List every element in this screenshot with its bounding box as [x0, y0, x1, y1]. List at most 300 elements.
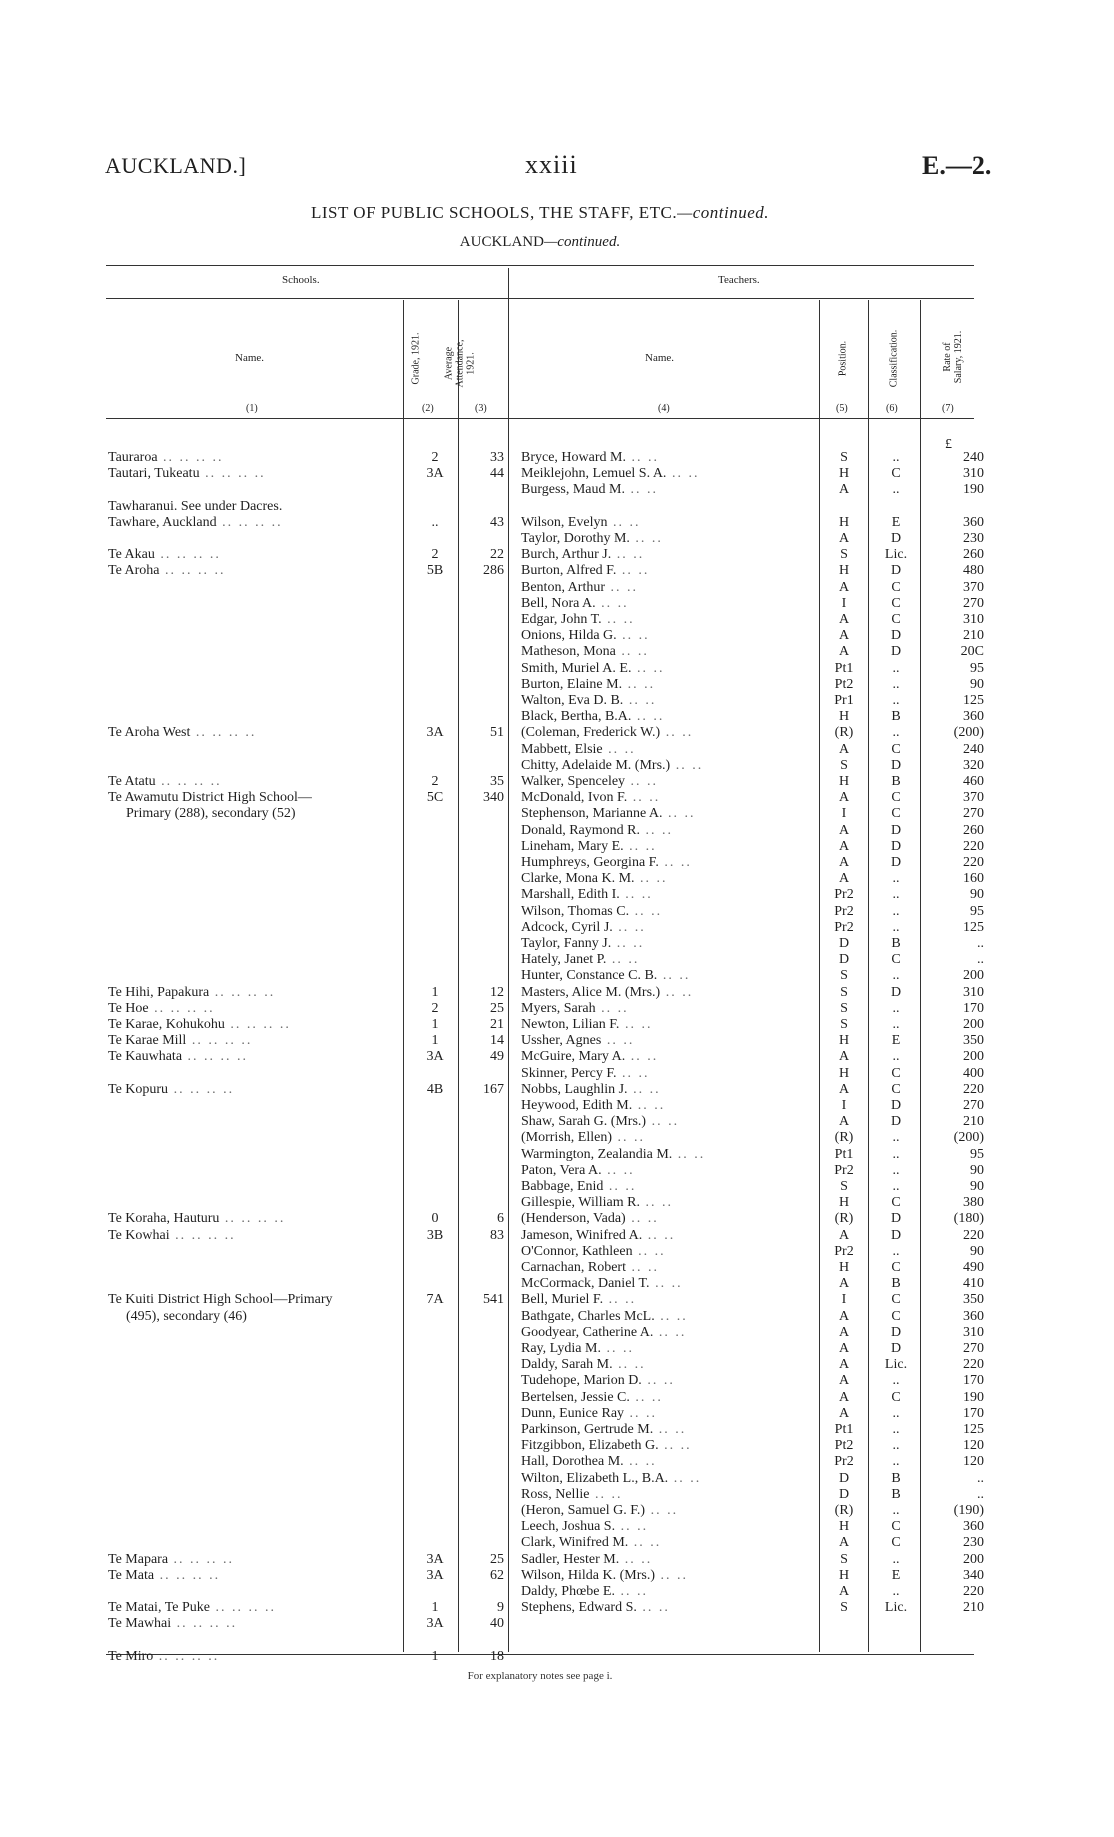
school-grade: ..: [431, 514, 439, 530]
page-title: LIST OF PUBLIC SCHOOLS, THE STAFF, ETC.—continued.: [310, 203, 770, 222]
teacher-position: A: [838, 1373, 850, 1389]
teacher-name: Dunn, Eunice Ray .. ..: [521, 1405, 658, 1421]
col-divider: [819, 300, 820, 1652]
leader-dots: .. .. .. ..: [157, 450, 224, 465]
leader-dots: .. ..: [660, 984, 694, 1000]
leader-dots: .. ..: [625, 1260, 659, 1275]
table-top-rule: [106, 265, 974, 266]
teacher-position: H: [838, 1033, 850, 1049]
school-attendance: 40: [490, 1616, 504, 1632]
leader-dots: .. .. .. ..: [199, 466, 266, 482]
teacher-salary: 220: [963, 1227, 984, 1243]
teacher-name: Leech, Joshua S. .. ..: [521, 1519, 649, 1535]
teacher-position: A: [838, 1405, 850, 1421]
teacher-name: Meiklejohn, Lemuel S. A. .. ..: [521, 466, 700, 482]
teacher-name: Marshall, Edith I. .. ..: [521, 887, 653, 903]
teacher-name: Stephenson, Marianne A. .. ..: [521, 806, 696, 822]
teacher-position: A: [838, 1341, 850, 1356]
teacher-position: Pt1: [834, 660, 854, 676]
teacher-classification: E: [891, 1033, 901, 1049]
leader-dots: .. ..: [645, 1503, 679, 1518]
teacher-position: D: [838, 952, 850, 968]
leader-dots: .. .. .. ..: [209, 984, 276, 1000]
leader-dots: .. .. .. ..: [155, 774, 222, 789]
leader-dots: .. .. .. ..: [154, 1567, 221, 1583]
school-name: Te Karae Mill .. .. .. ..: [108, 1033, 253, 1049]
leader-dots: .. ..: [595, 595, 629, 611]
leader-dots: .. ..: [616, 1065, 650, 1081]
teacher-name: Smith, Muriel A. E. .. ..: [521, 660, 665, 676]
teacher-name: Parkinson, Gertrude M. .. ..: [521, 1422, 687, 1437]
teacher-classification: ..: [892, 693, 900, 708]
teacher-classification: C: [891, 1389, 901, 1405]
school-grade: 0: [431, 1211, 439, 1227]
teacher-salary: 220: [963, 855, 984, 870]
leader-dots: .. ..: [601, 612, 635, 627]
leader-dots: .. ..: [603, 1179, 637, 1194]
leader-dots: .. ..: [619, 1551, 653, 1567]
teacher-name: (Henderson, Vada) .. ..: [521, 1211, 659, 1227]
teacher-position: A: [838, 871, 850, 887]
region-title: AUCKLAND—continued.: [459, 234, 621, 250]
teacher-classification: Lic.: [884, 1357, 908, 1373]
teacher-position: A: [838, 1081, 850, 1097]
teacher-position: A: [838, 482, 850, 498]
leader-dots: .. ..: [623, 1454, 657, 1470]
teacher-classification: ..: [892, 725, 900, 741]
teacher-name: (Coleman, Frederick W.) .. ..: [521, 725, 694, 741]
teacher-classification: E: [891, 514, 901, 530]
teacher-salary: 90: [970, 887, 984, 903]
leader-dots: .. ..: [654, 1567, 688, 1583]
teacher-salary: 210: [963, 628, 984, 644]
teacher-salary: 230: [963, 531, 984, 546]
leader-dots: .. .. .. ..: [153, 1648, 220, 1664]
leader-dots: .. .. .. ..: [168, 1551, 235, 1567]
teacher-classification: B: [891, 1276, 901, 1292]
teacher-position: A: [838, 628, 850, 644]
page-number: xxiii: [525, 150, 578, 179]
column-number: (1): [246, 403, 258, 414]
teacher-salary: 400: [963, 1065, 984, 1081]
teacher-position: H: [838, 1519, 850, 1535]
leader-dots: .. ..: [600, 1341, 634, 1356]
teacher-salary: 170: [963, 1405, 984, 1421]
teacher-position: Pr2: [834, 1243, 854, 1259]
leader-dots: .. .. .. ..: [148, 1000, 215, 1016]
teacher-name: Mabbett, Elsie .. ..: [521, 741, 636, 757]
teacher-salary: 190: [963, 482, 984, 498]
teacher-classification: ..: [892, 1000, 900, 1016]
teacher-classification: ..: [892, 1373, 900, 1389]
leader-dots: .. .. .. ..: [169, 1227, 236, 1243]
leader-dots: .. ..: [624, 482, 658, 498]
teacher-classification: D: [890, 1227, 902, 1243]
teacher-classification: Lic.: [884, 547, 908, 563]
teacher-classification: D: [890, 1098, 902, 1113]
school-name: Tawharanui. See under Dacres.: [108, 498, 283, 514]
teacher-classification: C: [891, 595, 901, 611]
leader-dots: .. ..: [625, 774, 659, 789]
leader-dots: .. ..: [615, 644, 649, 660]
leader-dots: .. ..: [632, 1098, 666, 1113]
leader-dots: .. ..: [612, 1357, 646, 1373]
teacher-name: Burgess, Maud M. .. ..: [521, 482, 658, 498]
teacher-salary: 120: [963, 1454, 984, 1470]
school-attendance: 286: [483, 563, 504, 579]
school-attendance: 12: [490, 984, 504, 1000]
teacher-classification: ..: [892, 1243, 900, 1259]
teacher-name: Chitty, Adelaide M. (Mrs.) .. ..: [521, 757, 704, 773]
teacher-name: Wilson, Thomas C. .. ..: [521, 903, 663, 919]
teacher-position: Pr2: [834, 1454, 854, 1470]
leader-dots: .. ..: [646, 1114, 680, 1130]
leader-dots: .. ..: [632, 1243, 666, 1259]
school-attendance: 43: [490, 514, 504, 530]
leader-dots: .. ..: [611, 547, 645, 563]
leader-dots: .. ..: [653, 1422, 687, 1437]
school-grade: 3A: [426, 466, 444, 482]
teacher-name: Bell, Muriel F. .. ..: [521, 1292, 637, 1308]
teacher-name: Wilson, Evelyn .. ..: [521, 514, 641, 530]
teacher-salary: 360: [963, 514, 984, 530]
leader-dots: .. ..: [625, 1049, 659, 1065]
teacher-position: Pr2: [834, 903, 854, 919]
teacher-position: A: [838, 1324, 850, 1340]
teacher-classification: D: [890, 644, 902, 660]
teacher-position: A: [838, 822, 850, 838]
teacher-salary: 480: [963, 563, 984, 579]
teacher-name: O'Connor, Kathleen .. ..: [521, 1243, 666, 1259]
school-name: Te Akau .. .. .. ..: [108, 547, 221, 563]
teacher-salary: 125: [963, 693, 984, 708]
teacher-position: Pr1: [834, 693, 854, 708]
teacher-salary: 95: [970, 1146, 984, 1162]
teacher-salary: 210: [963, 1114, 984, 1130]
school-attendance: 14: [490, 1033, 504, 1049]
leader-dots: .. ..: [616, 563, 650, 579]
teacher-classification: ..: [892, 482, 900, 498]
teacher-name: Adcock, Cyril J. .. ..: [521, 919, 646, 935]
school-attendance: 35: [490, 774, 504, 789]
leader-dots: .. ..: [641, 1373, 675, 1389]
school-name: Te Aroha West .. .. .. ..: [108, 725, 257, 741]
teacher-classification: B: [891, 1486, 901, 1502]
teacher-salary: 95: [970, 903, 984, 919]
teacher-classification: D: [890, 1324, 902, 1340]
teacher-classification: ..: [892, 903, 900, 919]
teacher-classification: ..: [892, 1438, 900, 1454]
teacher-name: Bryce, Howard M. .. ..: [521, 450, 659, 465]
teacher-classification: ..: [892, 919, 900, 935]
teacher-position: A: [838, 644, 850, 660]
school-name: Te Hihi, Papakura .. .. .. ..: [108, 984, 276, 1000]
teacher-classification: C: [891, 466, 901, 482]
teacher-classification: ..: [892, 1454, 900, 1470]
teacher-salary: 220: [963, 1357, 984, 1373]
teacher-classification: C: [891, 790, 901, 806]
school-attendance: 22: [490, 547, 504, 563]
teacher-position: H: [838, 1567, 850, 1583]
school-name: Te Mapara .. .. .. ..: [108, 1551, 235, 1567]
teacher-salary: 350: [963, 1292, 984, 1308]
school-name: Te Kuiti District High School—Primary: [108, 1292, 333, 1308]
leader-dots: .. ..: [666, 466, 700, 482]
teacher-salary: (180): [953, 1211, 984, 1227]
col-divider: [508, 268, 509, 1652]
school-grade: 3A: [426, 1551, 444, 1567]
teacher-position: H: [838, 563, 850, 579]
teacher-name: Daldy, Phœbe E. .. ..: [521, 1584, 648, 1599]
teacher-name: Stephens, Edward S. .. ..: [521, 1600, 670, 1616]
teacher-classification: C: [891, 1260, 901, 1275]
teacher-salary: 190: [963, 1389, 984, 1405]
school-grade: 3A: [426, 1567, 444, 1583]
leader-dots: .. ..: [629, 531, 663, 546]
teacher-position: S: [840, 968, 848, 984]
leader-dots: .. ..: [611, 1130, 645, 1146]
teacher-name: Humphreys, Georgina F. .. ..: [521, 855, 692, 870]
teacher-name: Clarke, Mona K. M. .. ..: [521, 871, 668, 887]
leader-dots: .. ..: [614, 1584, 648, 1599]
leader-dots: .. ..: [672, 1146, 706, 1162]
leader-dots: .. ..: [662, 806, 696, 822]
school-name: Te Hoe .. .. .. ..: [108, 1000, 215, 1016]
leader-dots: .. ..: [631, 709, 665, 725]
leader-dots: .. ..: [658, 1438, 692, 1454]
teacher-name: Burton, Alfred F. .. ..: [521, 563, 650, 579]
classification-header: Classification.: [888, 329, 900, 388]
teacher-classification: C: [891, 579, 901, 595]
teacher-name: Paton, Vera A. .. ..: [521, 1162, 635, 1178]
leader-dots: .. .. .. ..: [168, 1081, 235, 1097]
teacher-position: A: [838, 1308, 850, 1324]
teacher-position: Pt2: [834, 1438, 854, 1454]
teacher-classification: C: [891, 806, 901, 822]
teacher-salary: 260: [963, 822, 984, 838]
teacher-salary: 310: [963, 466, 984, 482]
teacher-name: Carnachan, Robert .. ..: [521, 1260, 659, 1275]
leader-dots: .. ..: [640, 822, 673, 838]
teacher-position: A: [838, 838, 850, 854]
teacher-position: (R): [834, 1503, 854, 1518]
leader-dots: .. ..: [631, 660, 665, 676]
teacher-salary: 95: [970, 660, 984, 676]
teacher-salary: 90: [970, 676, 984, 692]
teacher-name: Newton, Lilian F. .. ..: [521, 1017, 653, 1032]
teacher-name: Sadler, Hester M. .. ..: [521, 1551, 653, 1567]
teacher-name: Taylor, Dorothy M. .. ..: [521, 531, 663, 546]
schools-group-header: Schools.: [282, 274, 320, 286]
leader-dots: .. ..: [629, 903, 663, 919]
teacher-classification: Lic.: [884, 1600, 908, 1616]
leader-dots: .. .. .. ..: [171, 1616, 238, 1632]
leader-dots: .. .. .. ..: [216, 514, 283, 530]
school-attendance: 25: [490, 1000, 504, 1016]
leader-dots: .. ..: [607, 514, 641, 530]
leader-dots: .. .. .. ..: [209, 1600, 276, 1616]
teacher-classification: ..: [892, 1551, 900, 1567]
school-name: Te Mawhai .. .. .. ..: [108, 1616, 238, 1632]
teacher-position: A: [838, 855, 850, 870]
teacher-salary: 125: [963, 919, 984, 935]
teacher-name: (Morrish, Ellen) .. ..: [521, 1130, 645, 1146]
leader-dots: .. .. .. ..: [159, 563, 226, 579]
teacher-classification: ..: [892, 450, 900, 465]
school-grade: 1: [431, 984, 439, 1000]
teacher-salary: (200): [953, 1130, 984, 1146]
school-attendance: 340: [483, 790, 504, 806]
school-name: Te Kauwhata .. .. .. ..: [108, 1049, 249, 1065]
page-header-right: E.—2.: [922, 151, 992, 180]
teacher-position: A: [838, 1049, 850, 1065]
teacher-position: S: [840, 1600, 848, 1616]
teacher-name: Bell, Nora A. .. ..: [521, 595, 629, 611]
leader-dots: .. ..: [595, 1000, 629, 1016]
teacher-salary: 380: [963, 1195, 984, 1211]
teacher-salary: (200): [953, 725, 984, 741]
school-attendance: 541: [483, 1292, 504, 1308]
school-attendance: 33: [490, 450, 504, 465]
teacher-position: Pt1: [834, 1146, 854, 1162]
teacher-classification: D: [890, 1341, 902, 1356]
school-name: Tautari, Tukeatu .. .. .. ..: [108, 466, 266, 482]
teacher-name: McGuire, Mary A. .. ..: [521, 1049, 659, 1065]
teacher-name: Clark, Winifred M. .. ..: [521, 1535, 662, 1551]
currency-symbol: £: [945, 437, 952, 452]
leader-dots: .. ..: [616, 628, 650, 644]
school-attendance: 44: [490, 466, 504, 482]
teacher-name: (Heron, Samuel G. F.) .. ..: [521, 1503, 679, 1518]
teacher-name: Burch, Arthur J. .. ..: [521, 547, 645, 563]
teacher-position: D: [838, 1486, 850, 1502]
school-attendance: 51: [490, 725, 504, 741]
school-grade: 2: [431, 547, 439, 563]
teacher-position: A: [838, 790, 850, 806]
leader-dots: .. .. .. ..: [219, 1211, 286, 1227]
leader-dots: .. .. .. ..: [154, 547, 221, 563]
teacher-position: A: [838, 1227, 850, 1243]
teacher-salary: 90: [970, 1162, 984, 1178]
leader-dots: .. ..: [602, 741, 636, 757]
teacher-position: Pr2: [834, 887, 854, 903]
teacher-classification: C: [891, 1535, 901, 1551]
header-rule: [106, 298, 974, 299]
school-grade: 3A: [426, 725, 444, 741]
teacher-position: Pt2: [834, 676, 854, 692]
teacher-classification: ..: [892, 1584, 900, 1599]
teacher-name: Bathgate, Charles McL. .. ..: [521, 1308, 688, 1324]
school-name: Te Kopuru .. .. .. ..: [108, 1081, 235, 1097]
teacher-classification: C: [891, 741, 901, 757]
teacher-position: H: [838, 1260, 850, 1275]
teacher-position: S: [840, 450, 848, 465]
school-attendance: 49: [490, 1049, 504, 1065]
columns-bottom-rule: [106, 418, 974, 419]
leader-dots: .. ..: [668, 1470, 702, 1486]
teacher-position: S: [840, 1551, 848, 1567]
teacher-salary: 125: [963, 1422, 984, 1437]
teacher-name: Lineham, Mary E. .. ..: [521, 838, 657, 854]
page-header-left: AUCKLAND.]: [105, 153, 247, 178]
teacher-classification: ..: [892, 968, 900, 984]
teacher-name: McCormack, Daniel T. .. ..: [521, 1276, 683, 1292]
teacher-position: H: [838, 774, 850, 789]
teacher-classification: C: [891, 1308, 901, 1324]
school-attendance: 6: [497, 1211, 504, 1227]
school-grade: 2: [431, 1000, 439, 1016]
teacher-salary: 370: [963, 579, 984, 595]
teacher-name: Walton, Eva D. B. .. ..: [521, 693, 657, 708]
teacher-classification: ..: [892, 660, 900, 676]
teacher-name: Burton, Elaine M. .. ..: [521, 676, 656, 692]
leader-dots: .. ..: [622, 676, 656, 692]
column-number: (6): [886, 403, 898, 414]
teacher-salary: 200: [963, 1049, 984, 1065]
leader-dots: .. ..: [670, 757, 704, 773]
teacher-name: Tudehope, Marion D. .. ..: [521, 1373, 675, 1389]
school-grade: 5C: [426, 790, 444, 806]
teacher-name: Ray, Lydia M. .. ..: [521, 1341, 634, 1356]
grade-header: Grade, 1921.: [410, 332, 422, 385]
school-name: Te Kowhai .. .. .. ..: [108, 1227, 236, 1243]
school-name: (495), secondary (46): [126, 1308, 247, 1324]
teacher-salary: ..: [977, 1470, 984, 1486]
teacher-classification: B: [891, 709, 901, 725]
school-name: Te Miro .. .. .. ..: [108, 1648, 220, 1664]
attendance-header: Average Attendance, 1921.: [443, 339, 477, 388]
teacher-name: Matheson, Mona .. ..: [521, 644, 649, 660]
leader-dots: .. ..: [657, 968, 691, 984]
teacher-classification: C: [891, 612, 901, 627]
teacher-classification: D: [890, 563, 902, 579]
teacher-position: S: [840, 984, 848, 1000]
teacher-position: I: [841, 1098, 847, 1113]
teacher-salary: 270: [963, 595, 984, 611]
teacher-name: Onions, Hilda G. .. ..: [521, 628, 650, 644]
teacher-position: (R): [834, 725, 854, 741]
table-bottom-rule: [106, 1654, 974, 1655]
leader-dots: .. ..: [627, 790, 661, 806]
school-grade: 2: [431, 450, 439, 465]
teacher-salary: 360: [963, 709, 984, 725]
teacher-position: Pt1: [834, 1422, 854, 1437]
teacher-salary: 220: [963, 1081, 984, 1097]
teacher-salary: 460: [963, 774, 984, 789]
teacher-position: S: [840, 1017, 848, 1032]
teacher-position: H: [838, 466, 850, 482]
teacher-salary: 310: [963, 1324, 984, 1340]
teacher-salary: ..: [977, 952, 984, 968]
teacher-classification: D: [890, 984, 902, 1000]
school-attendance: 167: [483, 1081, 504, 1097]
teacher-salary: 360: [963, 1519, 984, 1535]
teacher-position: H: [838, 514, 850, 530]
teacher-name: Edgar, John T. .. ..: [521, 612, 635, 627]
col-divider: [868, 300, 869, 1652]
leader-dots: .. ..: [601, 1033, 635, 1049]
school-grade: 1: [431, 1033, 439, 1049]
teacher-name: Black, Bertha, B.A. .. ..: [521, 709, 665, 725]
school-attendance: 62: [490, 1567, 504, 1583]
teacher-name: Wilson, Hilda K. (Mrs.) .. ..: [521, 1567, 688, 1583]
teacher-salary: 320: [963, 757, 984, 773]
teacher-salary: 90: [970, 1243, 984, 1259]
teacher-name: Shaw, Sarah G. (Mrs.) .. ..: [521, 1114, 680, 1130]
teacher-position: A: [838, 612, 850, 627]
footnote: For explanatory notes see page i.: [467, 1670, 613, 1682]
leader-dots: .. ..: [649, 1276, 683, 1292]
